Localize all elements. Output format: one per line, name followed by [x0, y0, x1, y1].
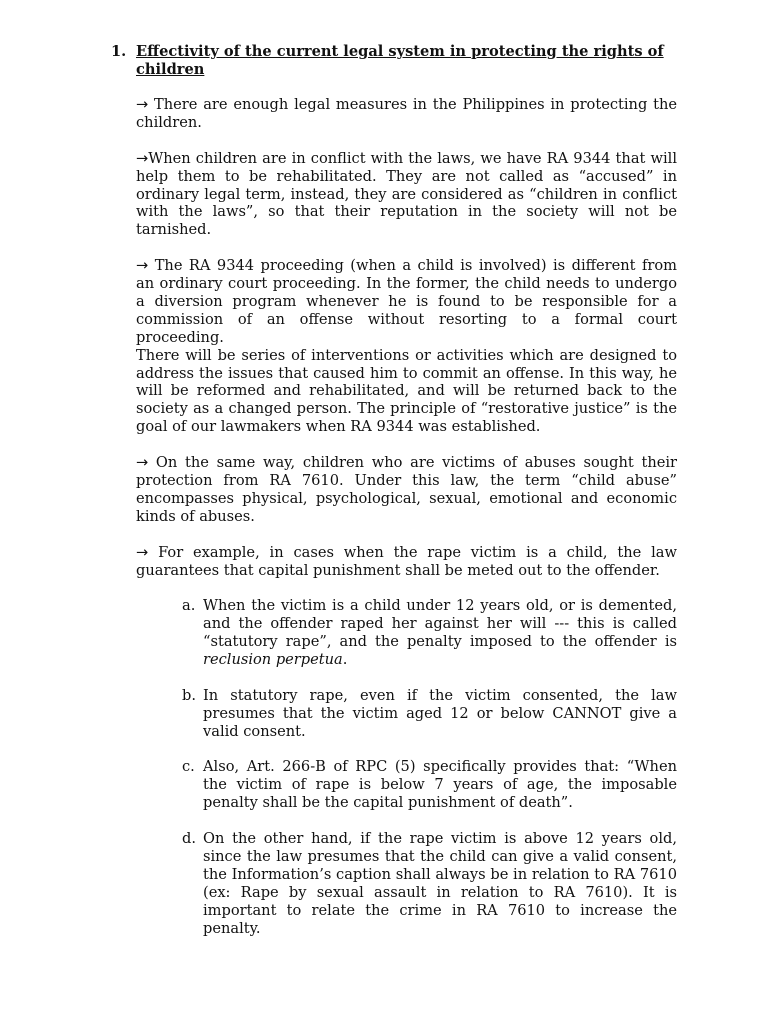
list-item-a [182, 597, 677, 669]
paragraph-ra-9344-conflict [136, 150, 677, 240]
list-label: b. [182, 686, 196, 704]
list-label: a. [182, 597, 196, 615]
paragraph-ra-9344-proceeding [136, 257, 677, 347]
document-body [136, 96, 677, 955]
list-text: In statutory rape, even if the victim consented, the law presumes that the victim aged 12 or below CANNOT give a valid consent. [203, 686, 677, 740]
list-label: c. [182, 758, 195, 776]
paragraph-legal-measures [136, 96, 677, 132]
arrow-icon: → [136, 96, 149, 113]
paragraph-text: For example, in cases when the rape victim is a child, the law guarantees that capital punishment shall be meted out to the offender. [136, 543, 677, 579]
section-title: Effectivity of the current legal system in protecting the rights of children [136, 43, 664, 78]
list-text: On the other hand, if the rape victim is above 12 years old, since the law presumes that the child can give a valid consent, the Information’s caption shall always be in relation to RA 7610 (ex: Rape by sexual assault in relation to RA 7610). It is important to relate the crime in RA 7610 to increase the penalty. [203, 830, 677, 937]
list-item-b [182, 687, 677, 741]
paragraph-capital-punishment [136, 544, 677, 580]
list-text-tail: . [342, 651, 348, 669]
list-label: d. [182, 830, 196, 848]
paragraph-text: There are enough legal measures in the Philippines in protecting the children. [136, 96, 677, 131]
list-text: Also, Art. 266-B of RPC (5) specifically provides that: “When the victim of rape is below 7 years of age, the imposable penalty shall be the capital punishment of death”. [203, 758, 677, 812]
paragraph-interventions: There will be series of interventions or activities which are designed to address the issues that caused him to commit an offense. In this way, he will be reformed and rehabilitated, and will be returned back to the society as a changed person. The principle of “restorative justice” is the goal of our lawmakers when RA 9344 was established. [136, 346, 677, 436]
paragraph-text: On the same way, children who are victims of abuses sought their protection from RA 7610. Under this law, the term “child abuse” encompasses physical, psychological, sexual, emotional and economic kinds of abuses. [136, 454, 677, 525]
list-item-c [182, 758, 677, 812]
paragraph-text: When children are in conflict with the laws, we have RA 9344 that will help them to be rehabilitated. They are not called as “accused” in ordinary legal term, instead, they are considered as “children in conflict with the laws”, so that their reputation in the society will not be tarnished. [136, 149, 677, 239]
list-item-d [182, 830, 677, 937]
arrow-icon: → [136, 149, 149, 167]
list-text: When the victim is a child under 12 years old, or is demented, and the offender raped her against her will --- this is called “statutory rape”, and the penalty imposed to the offender is [203, 597, 677, 651]
arrow-icon: → [136, 543, 149, 561]
rape-cases-list [182, 597, 677, 937]
section-number: 1. [111, 43, 127, 60]
section-heading [111, 43, 671, 79]
latin-term: reclusion perpetua [203, 651, 343, 669]
arrow-icon: → [136, 257, 149, 275]
paragraph-text: The RA 9344 proceeding (when a child is involved) is different from an ordinary court proceeding. In the former, the child needs to undergo a diversion program whenever he is found to be responsible for a commission of an offense without resorting to a formal court proceeding. [136, 257, 677, 346]
arrow-icon: → [136, 454, 149, 472]
paragraph-ra-7610 [136, 454, 677, 526]
